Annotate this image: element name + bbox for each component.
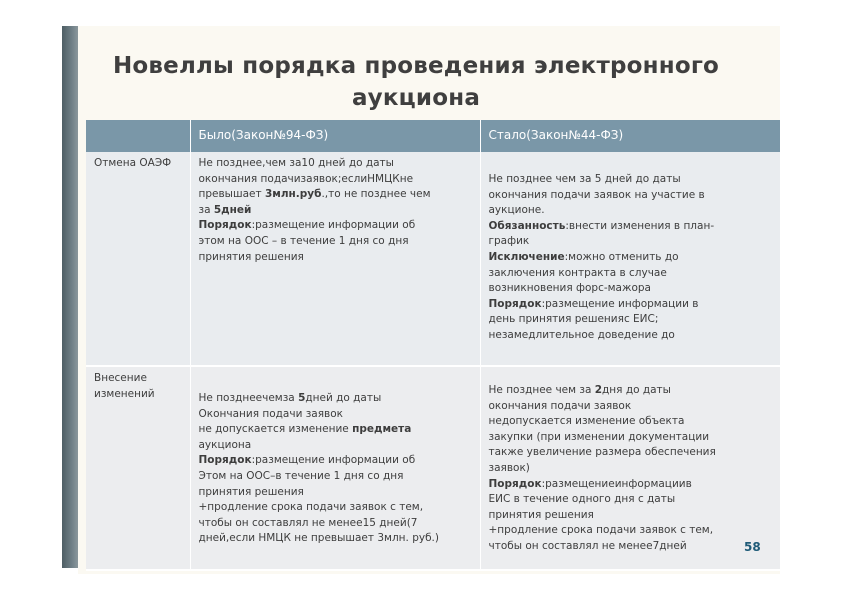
header-new-law: Стало(Закон№44-ФЗ) <box>480 120 780 152</box>
slide-title-line-2: аукциона <box>351 85 481 111</box>
comparison-table <box>86 120 780 571</box>
slide-accent-bar <box>62 26 78 568</box>
header-empty <box>86 120 190 152</box>
cell-old-cancel: Не позднее,чем за10 дней до даты окончания подачизаявок;еслиНМЦКне превышает 3млн.руб.,то не позднее чем за 5дней Порядок:размещение информации об этом на ООС – в течение 1 дня со дня принятия решения <box>190 152 480 366</box>
table-row <box>86 152 780 366</box>
cell-new-cancel: Не позднее чем за 5 дней до даты окончания подачи заявок на участие в аукционе. Обязанность:внести изменения в план- график Исключение:можно отменить до заключения контракта в случае возникновения форс-мажора Порядок:размещение информации в день принятия решенияс ЕИС; незамедлительное доведение до <box>480 152 780 366</box>
slide-title-line-1: Новеллы порядка проведения электронного <box>112 53 720 79</box>
slide-title <box>88 50 744 114</box>
cell-new-changes: Не позднее чем за 2дня до даты окончания подачи заявок недопускается изменение объекта закупки (при изменении документации также увеличение размера обеспечения заявок) Порядок:размещениеинформациив ЕИС в течение одного дня с даты принятия решения +продление срока подачи заявок с тем, чтобы он составлял не менее7дней <box>480 366 780 570</box>
table-row <box>86 366 780 570</box>
page-number: 58 <box>744 540 761 554</box>
row-label-changes: Внесение изменений <box>86 366 190 570</box>
row-label-cancel: Отмена ОАЭФ <box>86 152 190 366</box>
header-old-law: Было(Закон№94-ФЗ) <box>190 120 480 152</box>
cell-old-changes: Не позднеечемза 5дней до даты Окончания подачи заявок не допускается изменение предмета аукциона Порядок:размещение информации об Этом на ООС–в течение 1 дня со дня принятия решения +продление срока подачи заявок с тем, чтобы он составлял не менее15 дней(7 дней,если НМЦК не превышает 3млн. руб.) <box>190 366 480 570</box>
table-header-row <box>86 120 780 152</box>
